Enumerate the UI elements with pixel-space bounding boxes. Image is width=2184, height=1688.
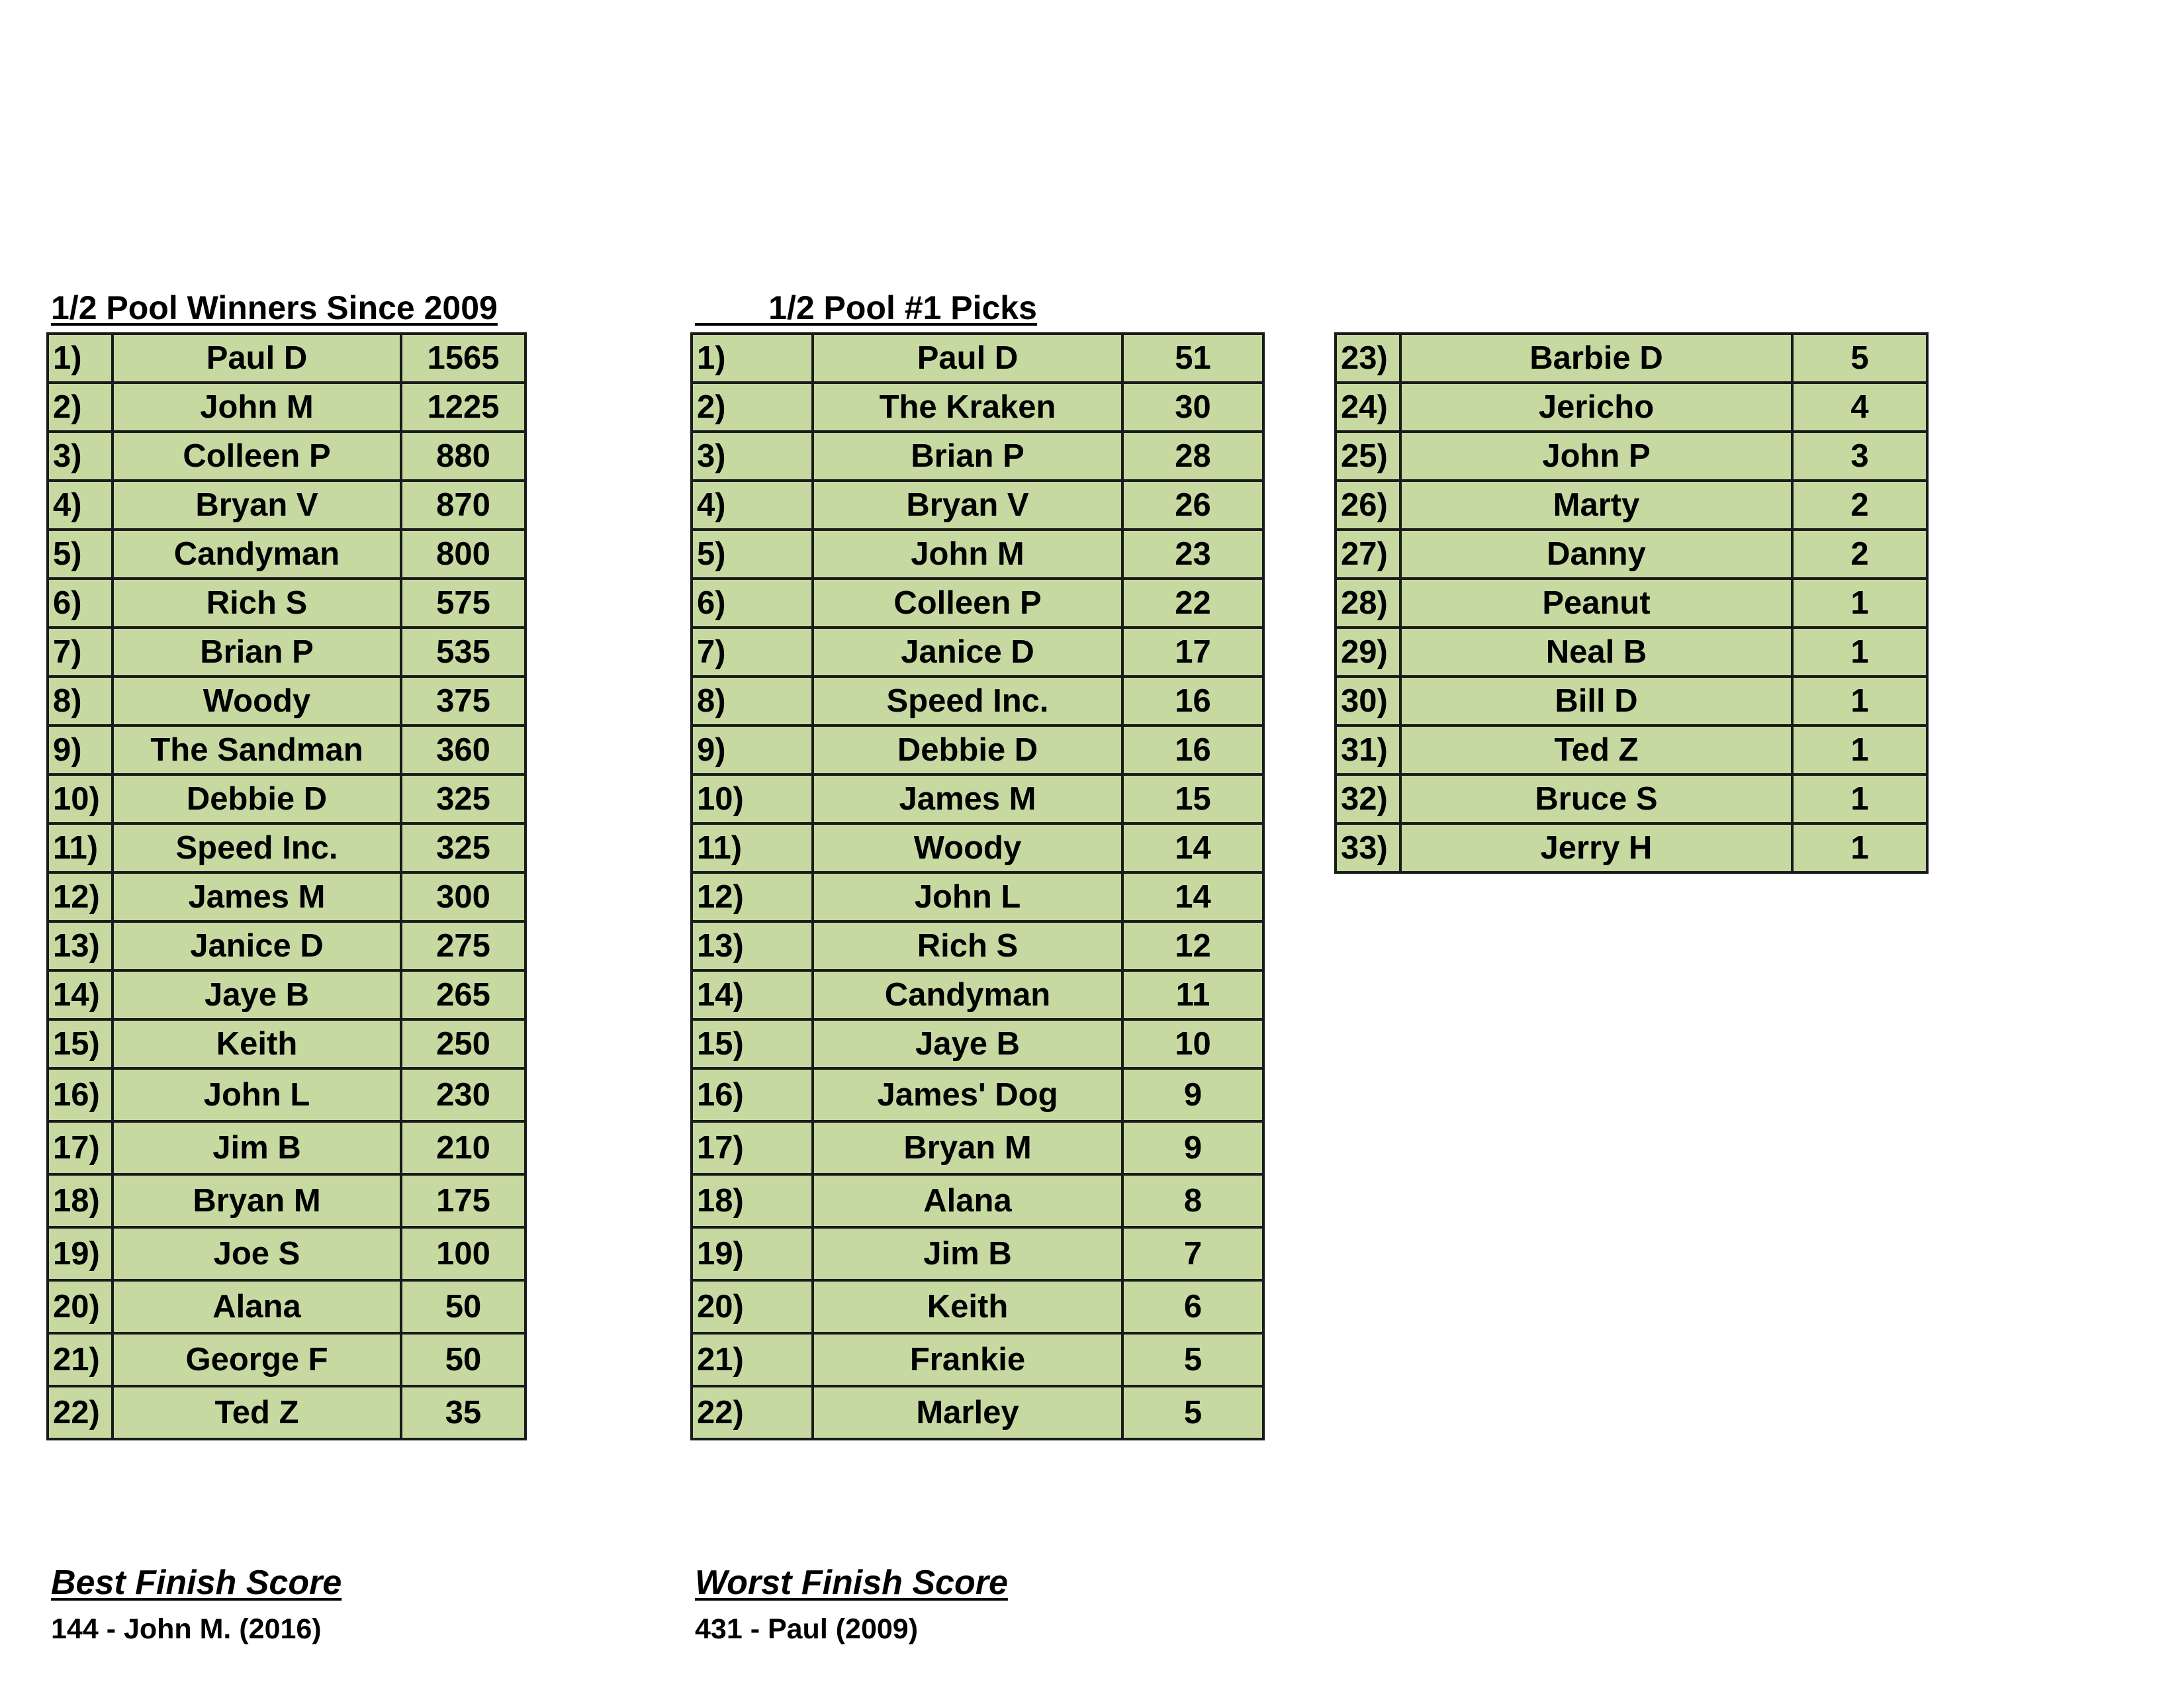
- name-cell: Candyman: [813, 970, 1122, 1019]
- rank-cell: 12): [48, 872, 113, 921]
- picks-row-continued: [1336, 432, 1927, 481]
- picks-row: [692, 481, 1263, 530]
- value-cell: 35: [401, 1386, 525, 1439]
- name-cell: Ted Z: [1400, 726, 1792, 774]
- value-cell: 575: [401, 579, 525, 628]
- value-cell: 1: [1792, 774, 1927, 823]
- value-cell: 16: [1122, 726, 1263, 774]
- picks-row: [692, 1174, 1263, 1227]
- rank-cell: 21): [48, 1333, 113, 1386]
- value-cell: 11: [1122, 970, 1263, 1019]
- value-cell: 10: [1122, 1019, 1263, 1068]
- name-cell: Bryan M: [813, 1121, 1122, 1174]
- value-cell: 7: [1122, 1227, 1263, 1280]
- picks-row: [692, 872, 1263, 921]
- picks-row: [692, 726, 1263, 774]
- name-cell: The Kraken: [813, 383, 1122, 432]
- rank-cell: 16): [48, 1068, 113, 1121]
- rank-cell: 6): [48, 579, 113, 628]
- name-cell: Danny: [1400, 530, 1792, 579]
- value-cell: 2: [1792, 530, 1927, 579]
- value-cell: 300: [401, 872, 525, 921]
- value-cell: 1: [1792, 579, 1927, 628]
- winners-row: [48, 921, 525, 970]
- rank-cell: 33): [1336, 823, 1400, 872]
- value-cell: 375: [401, 677, 525, 726]
- rank-cell: 19): [692, 1227, 813, 1280]
- name-cell: Speed Inc.: [113, 823, 401, 872]
- name-cell: John L: [813, 872, 1122, 921]
- name-cell: Jerry H: [1400, 823, 1792, 872]
- rank-cell: 18): [48, 1174, 113, 1227]
- picks-row-continued: [1336, 383, 1927, 432]
- picks-row: [692, 921, 1263, 970]
- rank-cell: 17): [48, 1121, 113, 1174]
- picks-row: [692, 579, 1263, 628]
- name-cell: Jericho: [1400, 383, 1792, 432]
- name-cell: Jim B: [813, 1227, 1122, 1280]
- rank-cell: 19): [48, 1227, 113, 1280]
- winners-row: [48, 530, 525, 579]
- rank-cell: 3): [692, 432, 813, 481]
- rank-cell: 26): [1336, 481, 1400, 530]
- rank-cell: 1): [692, 334, 813, 383]
- value-cell: 22: [1122, 579, 1263, 628]
- picks-row: [692, 334, 1263, 383]
- picks-heading: 1/2 Pool #1 Picks: [695, 289, 1037, 326]
- value-cell: 870: [401, 481, 525, 530]
- picks-row: [692, 628, 1263, 677]
- name-cell: The Sandman: [113, 726, 401, 774]
- name-cell: Woody: [813, 823, 1122, 872]
- name-cell: Neal B: [1400, 628, 1792, 677]
- name-cell: John L: [113, 1068, 401, 1121]
- rank-cell: 4): [692, 481, 813, 530]
- name-cell: Colleen P: [113, 432, 401, 481]
- value-cell: 250: [401, 1019, 525, 1068]
- winners-row: [48, 383, 525, 432]
- picks-row: [692, 1333, 1263, 1386]
- best-finish-value: 144 - John M. (2016): [51, 1613, 322, 1645]
- value-cell: 26: [1122, 481, 1263, 530]
- value-cell: 100: [401, 1227, 525, 1280]
- winners-row: [48, 1019, 525, 1068]
- value-cell: 17: [1122, 628, 1263, 677]
- name-cell: Brian P: [813, 432, 1122, 481]
- winners-row: [48, 970, 525, 1019]
- picks-row-continued: [1336, 726, 1927, 774]
- winners-row: [48, 726, 525, 774]
- name-cell: Brian P: [113, 628, 401, 677]
- picks-row: [692, 970, 1263, 1019]
- value-cell: 325: [401, 823, 525, 872]
- winners-row: [48, 1280, 525, 1333]
- picks-row-continued: [1336, 628, 1927, 677]
- name-cell: Marty: [1400, 481, 1792, 530]
- picks-table-continued: [1334, 332, 1929, 874]
- value-cell: 9: [1122, 1121, 1263, 1174]
- picks-row-continued: [1336, 823, 1927, 872]
- value-cell: 14: [1122, 823, 1263, 872]
- name-cell: Colleen P: [813, 579, 1122, 628]
- winners-table: [46, 332, 527, 1440]
- rank-cell: 4): [48, 481, 113, 530]
- picks-row: [692, 530, 1263, 579]
- rank-cell: 16): [692, 1068, 813, 1121]
- rank-cell: 28): [1336, 579, 1400, 628]
- name-cell: Jaye B: [813, 1019, 1122, 1068]
- winners-row: [48, 481, 525, 530]
- winners-heading: 1/2 Pool Winners Since 2009: [51, 289, 498, 326]
- picks-row: [692, 677, 1263, 726]
- rank-cell: 1): [48, 334, 113, 383]
- name-cell: Keith: [113, 1019, 401, 1068]
- name-cell: Bill D: [1400, 677, 1792, 726]
- name-cell: Paul D: [113, 334, 401, 383]
- name-cell: Bryan M: [113, 1174, 401, 1227]
- rank-cell: 7): [692, 628, 813, 677]
- value-cell: 16: [1122, 677, 1263, 726]
- rank-cell: 32): [1336, 774, 1400, 823]
- name-cell: Peanut: [1400, 579, 1792, 628]
- name-cell: Janice D: [113, 921, 401, 970]
- winners-row: [48, 1121, 525, 1174]
- name-cell: Ted Z: [113, 1386, 401, 1439]
- value-cell: 1: [1792, 726, 1927, 774]
- picks-row: [692, 1068, 1263, 1121]
- picks-table: [690, 332, 1265, 1440]
- name-cell: Bryan V: [813, 481, 1122, 530]
- rank-cell: 17): [692, 1121, 813, 1174]
- name-cell: Bryan V: [113, 481, 401, 530]
- winners-row: [48, 432, 525, 481]
- rank-cell: 24): [1336, 383, 1400, 432]
- winners-row: [48, 1333, 525, 1386]
- picks-row: [692, 1019, 1263, 1068]
- worst-finish-value: 431 - Paul (2009): [695, 1613, 919, 1645]
- rank-cell: 8): [48, 677, 113, 726]
- winners-row: [48, 1386, 525, 1439]
- winners-row: [48, 628, 525, 677]
- picks-row: [692, 823, 1263, 872]
- picks-row: [692, 432, 1263, 481]
- rank-cell: 2): [48, 383, 113, 432]
- rank-cell: 9): [48, 726, 113, 774]
- winners-row: [48, 1068, 525, 1121]
- rank-cell: 5): [692, 530, 813, 579]
- rank-cell: 23): [1336, 334, 1400, 383]
- rank-cell: 15): [48, 1019, 113, 1068]
- rank-cell: 6): [692, 579, 813, 628]
- rank-cell: 13): [48, 921, 113, 970]
- picks-row: [692, 1227, 1263, 1280]
- name-cell: Jaye B: [113, 970, 401, 1019]
- value-cell: 5: [1122, 1333, 1263, 1386]
- rank-cell: 20): [48, 1280, 113, 1333]
- value-cell: 50: [401, 1333, 525, 1386]
- picks-row-continued: [1336, 677, 1927, 726]
- rank-cell: 10): [48, 774, 113, 823]
- value-cell: 9: [1122, 1068, 1263, 1121]
- value-cell: 2: [1792, 481, 1927, 530]
- value-cell: 28: [1122, 432, 1263, 481]
- name-cell: James' Dog: [813, 1068, 1122, 1121]
- rank-cell: 14): [692, 970, 813, 1019]
- value-cell: 535: [401, 628, 525, 677]
- value-cell: 5: [1122, 1386, 1263, 1439]
- winners-row: [48, 872, 525, 921]
- value-cell: 14: [1122, 872, 1263, 921]
- value-cell: 230: [401, 1068, 525, 1121]
- name-cell: John P: [1400, 432, 1792, 481]
- value-cell: 5: [1792, 334, 1927, 383]
- picks-row: [692, 774, 1263, 823]
- picks-row: [692, 1280, 1263, 1333]
- value-cell: 23: [1122, 530, 1263, 579]
- name-cell: Speed Inc.: [813, 677, 1122, 726]
- name-cell: Debbie D: [813, 726, 1122, 774]
- winners-row: [48, 579, 525, 628]
- value-cell: 1565: [401, 334, 525, 383]
- name-cell: Barbie D: [1400, 334, 1792, 383]
- name-cell: George F: [113, 1333, 401, 1386]
- value-cell: 210: [401, 1121, 525, 1174]
- value-cell: 6: [1122, 1280, 1263, 1333]
- name-cell: Candyman: [113, 530, 401, 579]
- rank-cell: 20): [692, 1280, 813, 1333]
- rank-cell: 29): [1336, 628, 1400, 677]
- rank-cell: 3): [48, 432, 113, 481]
- name-cell: Bruce S: [1400, 774, 1792, 823]
- name-cell: John M: [813, 530, 1122, 579]
- value-cell: 12: [1122, 921, 1263, 970]
- name-cell: Rich S: [113, 579, 401, 628]
- name-cell: Paul D: [813, 334, 1122, 383]
- name-cell: James M: [113, 872, 401, 921]
- rank-cell: 25): [1336, 432, 1400, 481]
- value-cell: 3: [1792, 432, 1927, 481]
- value-cell: 1225: [401, 383, 525, 432]
- picks-row-continued: [1336, 774, 1927, 823]
- worst-finish-title: Worst Finish Score: [695, 1564, 1008, 1602]
- name-cell: Alana: [113, 1280, 401, 1333]
- value-cell: 1: [1792, 628, 1927, 677]
- value-cell: 175: [401, 1174, 525, 1227]
- rank-cell: 11): [48, 823, 113, 872]
- rank-cell: 8): [692, 677, 813, 726]
- rank-cell: 12): [692, 872, 813, 921]
- picks-row-continued: [1336, 481, 1927, 530]
- value-cell: 880: [401, 432, 525, 481]
- rank-cell: 2): [692, 383, 813, 432]
- value-cell: 1: [1792, 677, 1927, 726]
- value-cell: 30: [1122, 383, 1263, 432]
- rank-cell: 13): [692, 921, 813, 970]
- name-cell: John M: [113, 383, 401, 432]
- rank-cell: 31): [1336, 726, 1400, 774]
- picks-row: [692, 1386, 1263, 1439]
- name-cell: Rich S: [813, 921, 1122, 970]
- value-cell: 51: [1122, 334, 1263, 383]
- rank-cell: 22): [48, 1386, 113, 1439]
- value-cell: 800: [401, 530, 525, 579]
- winners-row: [48, 823, 525, 872]
- value-cell: 360: [401, 726, 525, 774]
- winners-row: [48, 774, 525, 823]
- value-cell: 50: [401, 1280, 525, 1333]
- rank-cell: 15): [692, 1019, 813, 1068]
- name-cell: Alana: [813, 1174, 1122, 1227]
- picks-row-continued: [1336, 530, 1927, 579]
- value-cell: 8: [1122, 1174, 1263, 1227]
- name-cell: Jim B: [113, 1121, 401, 1174]
- value-cell: 15: [1122, 774, 1263, 823]
- rank-cell: 10): [692, 774, 813, 823]
- rank-cell: 18): [692, 1174, 813, 1227]
- picks-row-continued: [1336, 579, 1927, 628]
- rank-cell: 14): [48, 970, 113, 1019]
- picks-row: [692, 1121, 1263, 1174]
- rank-cell: 7): [48, 628, 113, 677]
- picks-row: [692, 383, 1263, 432]
- value-cell: 275: [401, 921, 525, 970]
- winners-row: [48, 334, 525, 383]
- name-cell: Frankie: [813, 1333, 1122, 1386]
- name-cell: James M: [813, 774, 1122, 823]
- rank-cell: 27): [1336, 530, 1400, 579]
- value-cell: 1: [1792, 823, 1927, 872]
- rank-cell: 21): [692, 1333, 813, 1386]
- name-cell: Marley: [813, 1386, 1122, 1439]
- rank-cell: 30): [1336, 677, 1400, 726]
- rank-cell: 11): [692, 823, 813, 872]
- winners-row: [48, 1174, 525, 1227]
- value-cell: 265: [401, 970, 525, 1019]
- rank-cell: 5): [48, 530, 113, 579]
- name-cell: Debbie D: [113, 774, 401, 823]
- value-cell: 325: [401, 774, 525, 823]
- rank-cell: 9): [692, 726, 813, 774]
- best-finish-title: Best Finish Score: [51, 1564, 342, 1602]
- winners-row: [48, 677, 525, 726]
- name-cell: Keith: [813, 1280, 1122, 1333]
- winners-row: [48, 1227, 525, 1280]
- name-cell: Joe S: [113, 1227, 401, 1280]
- name-cell: Woody: [113, 677, 401, 726]
- picks-row-continued: [1336, 334, 1927, 383]
- rank-cell: 22): [692, 1386, 813, 1439]
- value-cell: 4: [1792, 383, 1927, 432]
- name-cell: Janice D: [813, 628, 1122, 677]
